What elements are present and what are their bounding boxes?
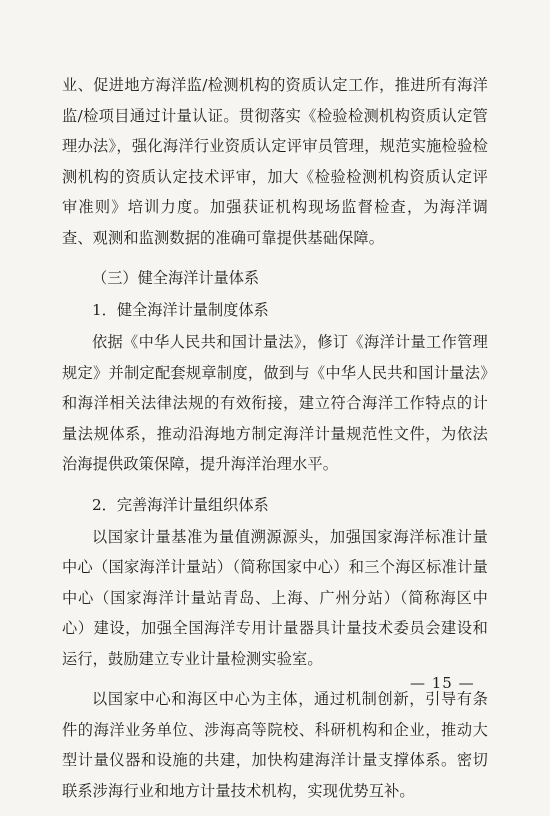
paragraph-continued: 业、促进地方海洋监/检测机构的资质认定工作，推进所有海洋监/检项目通过计量认证。贯彻落实《检验检测机构资质认定管理办法》，强化海洋行业资质认定评审员管理，规范实施检验检测机构的资质认定技术评审，加大《检验检测机构资质认定评审准则》培训力度。加强获证机构现场监督检查，为海洋调查、观测和监测数据的准确可靠提供基础保障。 <box>62 76 488 247</box>
paragraph-regional-center: 以国家中心和海区中心为主体，通过机制创新，引导有条件的海洋业务单位、涉海高等院校、科研机构和企业，推动大型计量仪器和设施的共建，加快构建海洋计量支撑体系。密切联系涉海行业和地方计量技术机构，实现优势互补。 <box>62 690 488 800</box>
paragraph-national-center: 以国家计量基准为量值溯源源头，加强国家海洋标准计量中心（国家海洋计量站）（简称国家中心）和三个海区标准计量中心（国家海洋计量站青岛、上海、广州分站）（简称海区中心）建设，加强全国海洋专用计量器具计量技术委员会建设和运行，鼓励建立专业计量检测实验室。 <box>62 527 488 668</box>
subsection-heading-one: 1．健全海洋计量制度体系 <box>92 301 269 319</box>
section-heading-three: （三）健全海洋计量体系 <box>92 269 260 287</box>
paragraph-measurement-law: 依据《中华人民共和国计量法》，修订《海洋计量工作管理规定》并制定配套规章制度，做到与《中华人民共和国计量法》和海洋相关法律法规的有效衔接，建立符合海洋工作特点的计量法规体系，推动沿海地方制定海洋计量规范性文件，为依法治海提供政策保障，提升海洋治理水平。 <box>62 333 488 473</box>
page-number: — 15 — <box>410 674 475 692</box>
page-content <box>62 70 488 816</box>
subsection-heading-two: 2．完善海洋计量组织体系 <box>92 495 269 514</box>
